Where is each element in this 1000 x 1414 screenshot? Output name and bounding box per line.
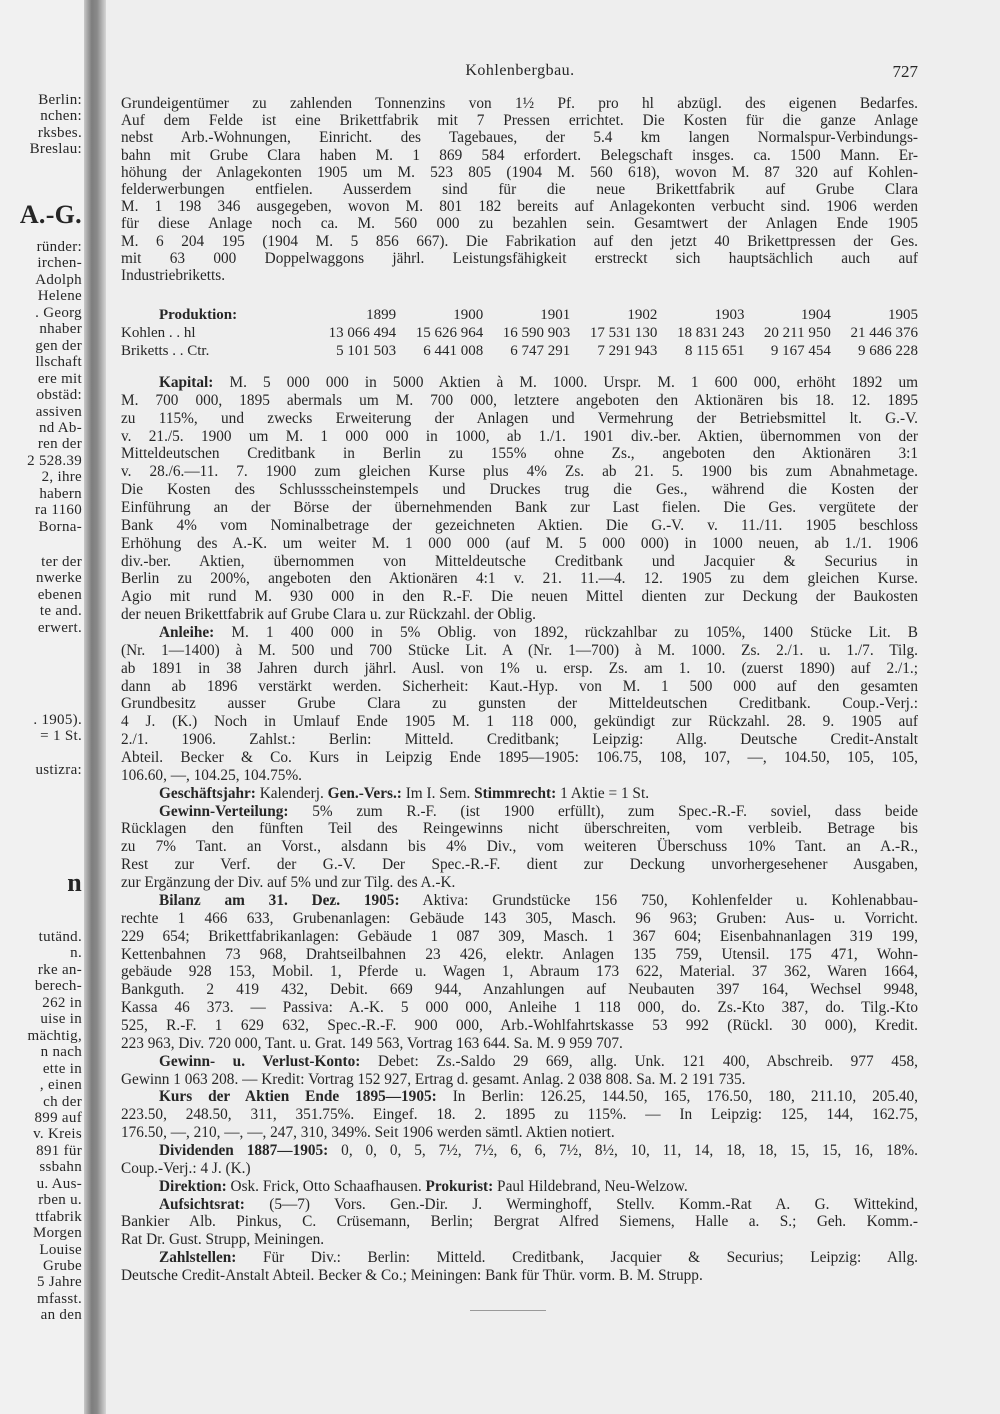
line-text: 229 654; Brikettfabrikanlagen: Gebäude 1 087 309, Masch. 1 367 604; Eisenbahnanlagen 319 199,: [121, 927, 918, 945]
section-zahlstellen: [121, 1249, 918, 1285]
text-line: [121, 678, 918, 696]
fragment-line: nhaber: [39, 321, 82, 338]
section-aufsichtsrat: [121, 1196, 918, 1250]
text-line: Grundeigentümer zu zahlenden Tonnenzins von 1½ Pf. pro hl abzügl. des eigenen Bedarfes.: [121, 95, 918, 112]
fragment-line: Berlin:: [38, 92, 82, 108]
section-label: Bilanz am 31. Dez. 1905:: [159, 891, 400, 909]
fragment-line: ssbahn: [39, 1159, 82, 1176]
fragment-line: nd Ab-: [38, 419, 82, 436]
text-line: [121, 1178, 918, 1196]
text-line: [121, 963, 918, 981]
text-line: [121, 570, 918, 588]
section-label: Geschäftsjahr:: [159, 784, 256, 802]
cell: 15 626 964: [415, 325, 484, 341]
text-line: mit 63 000 Doppelwaggons jährl. Leistungsfähigkeit erstreckt sich hauptsächlich auch auf: [121, 249, 918, 267]
fragment-line: ere mit: [37, 370, 82, 387]
text-line: [121, 874, 918, 892]
text-line: felderwerbungen entfielen. Ausserdem sind für die neue Brikettfabrik auf Grube Clara: [121, 180, 918, 198]
book-gutter: [84, 0, 106, 1414]
line-text: Für Div.: Berlin: Mitteld. Creditbank, Jacquier & Securius; Leipzig: Allg.: [262, 1249, 918, 1267]
fragment-line: Helene: [37, 288, 82, 305]
fragment-line: . Georg: [35, 304, 82, 321]
fragment-line: 2, ihre: [41, 469, 82, 486]
fragment-line: v. Kreis: [33, 1126, 82, 1143]
line-text: Bankier Alb. Pinkus, C. Crüsemann, Berlin; Bergrat Alfred Siemens, Halle a. S.; Geh. Komm.-: [121, 1213, 918, 1231]
line-text: 223 963, Div. 720 000, Tant. u. Grat. 149 563, Vortrag 163 644. Sa. M. 9 959 707.: [121, 1034, 623, 1052]
line-text: Coup.-Verj.: 4 J. (K.): [121, 1159, 251, 1177]
year-header: 1905: [888, 307, 918, 323]
text-line: [121, 481, 918, 499]
text-line: [121, 445, 918, 463]
text-line: Industriebriketts.: [121, 266, 226, 284]
year-header: 1900: [453, 307, 484, 323]
fragment-line: tutänd.: [38, 929, 82, 945]
line-text: 0, 0, 0, 5, 7½, 7½, 6, 6, 7½, 8½, 10, 11, 14, 18, 18, 15, 15, 16, 18%.: [341, 1141, 919, 1159]
text-line: [121, 1124, 918, 1142]
section-label: Gewinn- u. Verlust-Konto:: [159, 1052, 361, 1070]
line-text: Bank 4% vom Nominalbetrage der gezeichneten Aktien. Die G.-V. v. 11./11. 1905 beschloss: [121, 516, 918, 534]
production-label: Produktion:: [159, 307, 238, 323]
line-text: Die Kosten des Schlussscheinstempels und Druckes trug die Ges., während die Kosten der: [121, 481, 918, 499]
line-text: Rücklagen den fünften Teil des Reingewinns nicht überschreiten, vom verbleib. Betrage bis: [121, 820, 918, 838]
fragment-line: an den: [40, 1307, 82, 1324]
fragment-line: 5 Jahre: [37, 1274, 82, 1291]
line-text: Debet: Zs.-Saldo 29 669, allg. Unk. 121 400, Abschreib. 977 458,: [377, 1052, 918, 1070]
line-text: zu 115%, und zwecks Erweiterung der Anlagen und Vermehrung der Betriebsmittel lt. G.-V.: [121, 409, 918, 427]
section-direktion: [121, 1178, 918, 1196]
line-text: 5% zum R.-F. (ist 1900 erfüllt), zum Spec.-R.-F. soviel, dass beide: [312, 802, 919, 820]
production-table: [121, 306, 918, 360]
text-line: Auf dem Felde ist eine Brikettfabrik mit 7 Pressen errichtet. Die Kosten für die ganze Anlage: [121, 112, 918, 130]
fragment-line: ch der: [43, 1093, 82, 1110]
text-line: bahn mit Grube Clara haben M. 1 869 584 erfordert. Belegschaft insges. ca. 1500 Mann. Er-: [121, 146, 918, 164]
text-line: [121, 499, 918, 517]
text-line: [121, 785, 918, 803]
text-line: [121, 1088, 918, 1106]
inline-label: Prokurist:: [425, 1177, 494, 1195]
cell: 6 441 008: [423, 343, 484, 359]
year-header: 1903: [714, 307, 745, 323]
fragment-line: te and.: [39, 603, 82, 620]
cell: 7 291 943: [597, 343, 658, 359]
text-line: [121, 892, 918, 910]
section-label: Kurs der Aktien Ende 1895—1905:: [159, 1088, 437, 1106]
fragment-line: uise in: [40, 1011, 82, 1028]
line-text: 106.60, —, 104.25, 104.75%.: [121, 766, 303, 784]
line-text: Aktiva: Grundstücke 156 750, Kohlenfelder u. Kohlenabbau-: [422, 891, 918, 909]
fragment-line: = 1 St.: [40, 728, 82, 745]
text-line: [121, 535, 918, 553]
text-line: [121, 1249, 918, 1267]
text-line: [121, 856, 918, 874]
text-line: [121, 588, 918, 606]
fragment-line: irchen-: [37, 255, 82, 272]
text-line: [121, 749, 918, 767]
line-text: ab 1891 in 38 Jahren durch jährl. Ausl. von 1% u. ersp. Zs. am 1. 10. (zuerst 1890) auf 2./1.;: [121, 659, 918, 677]
fragment-line: nchen:: [40, 108, 82, 125]
fragment-line: u. Aus-: [36, 1175, 82, 1192]
cell: 9 167 454: [770, 343, 831, 359]
text-line: [121, 463, 918, 481]
text-line: [121, 606, 918, 624]
line-text: Kettenbahnen 73 968, Drahtseilbahnen 23 426, elektr. Anlagen 135 759, Utensil. 175 471, Wohn-: [121, 945, 918, 963]
text-line: [121, 1231, 918, 1249]
line-text: 223.50, 248.50, 311, 351.75%. Eingef. 18. 2. 1895 zu 115%. — In Leipzig: 125, 144, 162.75,: [121, 1106, 918, 1124]
line-text: zur Ergänzung der Div. auf 5% und zur Tilg. des A.-K.: [121, 874, 456, 892]
fragment-line: A.-G.: [19, 200, 82, 229]
inline-text: Osk. Frick, Otto Schaafhausen.: [230, 1177, 426, 1195]
section-label: Zahlstellen:: [159, 1249, 237, 1267]
text-line: M. 6 204 195 (1904 M. 5 856 667). Die Fabrikation auf den jetzt 40 Brikettpressen der Ges.: [121, 232, 918, 250]
fragment-line: rben u.: [38, 1192, 82, 1209]
text-line: [121, 660, 918, 678]
fragment-line: n nach: [40, 1044, 82, 1061]
text-line: [121, 981, 918, 999]
text-line: [121, 910, 918, 928]
text-line: [121, 713, 918, 731]
text-line: [121, 838, 918, 856]
text-line: [121, 517, 918, 535]
line-text: dann ab 1896 verstärkt werden. Sicherheit: Kaut.-Hyp. von M. 1 500 000 auf den gesamten: [121, 677, 918, 695]
fragment-line: berech-: [34, 978, 82, 995]
text-line: [121, 1017, 918, 1035]
line-text: Erhöhung des A.-K. um weiter M. 1 000 000 (auf M. 5 000 000) in 1000 neuen, ab 1./1. 1906: [121, 534, 918, 552]
text-line: [121, 624, 918, 642]
text-line: [121, 1035, 918, 1053]
text-line: höhung der Anlagekonten 1905 um M. 523 805 (1904 M. 560 618), wovon M. 87 320 auf Kohlen-: [121, 163, 918, 181]
fragment-line: ustizra:: [35, 762, 82, 778]
section-anleihe: [121, 624, 918, 785]
text-line: [121, 1213, 918, 1231]
fragment-line: rksbes.: [37, 124, 82, 141]
cell: 21 446 376: [850, 325, 918, 341]
fragment-line: ttfabrik: [35, 1208, 82, 1225]
production-header-row: [121, 306, 918, 324]
text-line: [121, 946, 918, 964]
line-text: (Nr. 1—1400) à M. 500 und 700 Stücke Lit. A (Nr. 1—700) à M. 1000. Zs. 2./1. u. 1./7. Tilg.: [121, 641, 918, 659]
production-row-kohlen: [121, 324, 918, 342]
line-text: v. 21./5. 1900 um M. 1 000 000 in 1000, ab 1./1. 1901 div.-ber. Aktien, übernommen von der: [121, 427, 918, 445]
year-header: 1901: [540, 307, 571, 323]
inline-text: Kalenderj.: [259, 784, 328, 802]
end-rule: [470, 1310, 546, 1311]
line-text: Abteil. Becker & Co. Kurs in Leipzig Ende 1895—1905: 106.75, 108, 107, —, 104.50, 105, 105,: [121, 749, 918, 767]
fragment-line: rke an-: [37, 961, 82, 978]
text-line: [121, 803, 918, 821]
fragment-line: obstäd:: [36, 387, 82, 404]
section-label: Direktion:: [159, 1177, 227, 1195]
text-line: [121, 392, 918, 410]
line-text: zu 7% Tant. an Vorst., alsdann bis 4% Div., vom weiteren Überschuss 10% Tant. an A.-R.,: [121, 838, 918, 856]
fragment-line: habern: [39, 485, 82, 502]
text-line: [121, 553, 918, 571]
text-line: [121, 999, 918, 1017]
page-number: 727: [892, 62, 918, 81]
fragment-line: n: [67, 868, 82, 897]
line-text: der neuen Brikettfabrik auf Grube Clara u. zur Rückzahl. der Oblig.: [121, 606, 536, 624]
section-bilanz-am-31-dez-1905: [121, 892, 918, 1053]
fragment-line: Morgen: [32, 1225, 82, 1242]
line-text: Einführung an der Börse der übernehmenden Bank zur Last fielen. Die Ges. vergütete der: [121, 499, 918, 517]
cell: 17 531 130: [589, 325, 658, 341]
text-line: [121, 428, 918, 446]
text-line: [121, 695, 918, 713]
line-text: rechte 1 466 633, Grubenanlagen: Gebäude 143 305, Masch. 96 963; Gruben: Aus- u. Vorricht.: [121, 909, 918, 927]
section-geschäftsjahr: [121, 785, 918, 803]
line-text: Grundbesitz ausser Grube Clara zu gunsten der Mitteldeutschen Creditbank. Coup.-Verj.:: [121, 695, 918, 713]
fragment-line: ette in: [42, 1060, 82, 1077]
section-label: Gewinn-Verteilung:: [159, 802, 289, 820]
line-text: v. 28./6.—11. 7. 1900 zum gleichen Kurse plus 4% Zs. ab 21. 5. 1900 bis zum Abnahmetage.: [121, 463, 918, 481]
line-text: 4 J. (K.) Noch in Umlauf Ende 1905 M. 1 118 000, gekündigt zur Rückzahl. 28. 9. 1905 auf: [121, 713, 918, 731]
cell: 20 211 950: [763, 325, 831, 341]
fragment-line: mächtig,: [27, 1027, 82, 1044]
line-text: Rest zur Verf. der G.-V. Der Spec.-R.-F. dient zur Deckung unvorhergesehener Ausgaben,: [121, 856, 918, 874]
fragment-line: erwert.: [37, 619, 82, 636]
text-line: [121, 1142, 918, 1160]
text-line: [121, 1071, 918, 1089]
text-line: [121, 1053, 918, 1071]
line-text: Bankguth. 2 419 432, Debit. 669 944, Anzahlungen auf Neubauten 397 164, Wechsel 9948,: [121, 981, 918, 999]
line-text: In Berlin: 126.25, 144.50, 165, 176.50, 180, 211.10, 205.40,: [452, 1088, 919, 1106]
line-text: M. 1 400 000 in 5% Oblig. von 1892, rückzahlbar zu 105%, 1400 Stücke Lit. B: [231, 624, 918, 642]
year-header: 1899: [366, 307, 397, 323]
line-text: Rat Dr. Gust. Strupp, Meiningen.: [121, 1231, 325, 1249]
cell: 18 831 243: [676, 325, 745, 341]
cell: 9 686 228: [858, 343, 918, 359]
text-line: M. 1 198 346 ausgegeben, wovon M. 801 182 bereits auf Anlagekonten verbucht sind. 1906 werden: [121, 198, 918, 216]
fragment-line: , einen: [39, 1077, 82, 1094]
line-text: 176.50, —, 210, —, —, 247, 310, 349%. Seit 1906 werden sämtl. Aktien notiert.: [121, 1124, 615, 1142]
inline-label: Stimmrecht:: [474, 784, 557, 802]
text-line: [121, 1196, 918, 1214]
fragment-line: Louise: [39, 1241, 82, 1258]
line-text: M. 5 000 000 in 5000 Aktien à M. 1000. Urspr. M. 1 600 000, erhöht 1892 um: [229, 374, 918, 391]
text-line: nebst Arb.-Wohnungen, Einricht. des Tagebaues, der 5.4 km langen Normalspur-Verbindungs-: [121, 129, 918, 147]
line-text: Mitteldeutschen Creditbank in Berlin zu 155% ohne Zs., angeboten den Aktionären 3:1: [121, 445, 918, 463]
fragment-line: 891 für: [36, 1142, 82, 1159]
intro-paragraph: [121, 95, 918, 284]
row-label: Kohlen . . hl: [121, 325, 196, 341]
text-line: [121, 1106, 918, 1124]
line-text: Agio mit rund M. 930 000 in den R.-F. Die neuen Mittel dienten zur Deckung der Baukosten: [121, 588, 918, 606]
sections: [121, 374, 918, 1285]
section-label: Anleihe:: [159, 624, 215, 642]
cell: 5 101 503: [336, 343, 397, 359]
fragment-line: Grube: [43, 1258, 82, 1274]
text-line: [121, 731, 918, 749]
inline-label: Gen.-Vers.:: [327, 784, 402, 802]
fragment-line: mfasst.: [36, 1290, 82, 1307]
section-label: Aufsichtsrat:: [159, 1195, 245, 1213]
text-line: [121, 928, 918, 946]
running-header: Kohlenbergbau.: [465, 62, 575, 79]
fragment-line: gen der: [35, 337, 82, 354]
line-text: M. 700 000, 1895 abermals um M. 700 000, letztere angeboten den Aktionären bis 18. 12. 1895: [121, 391, 918, 409]
fragment-line: ren der: [37, 436, 82, 453]
text-line: [121, 1160, 918, 1178]
fragment-line: Adolph: [35, 271, 82, 288]
text-line: [121, 820, 918, 838]
fragment-line: n.: [70, 945, 82, 962]
section-dividenden-1887-1905: [121, 1142, 918, 1178]
section-label: Kapital:: [159, 374, 214, 391]
line-text: Berlin zu 200%, angeboten den Aktionären 4:1 v. 21. 11.—4. 12. 1905 zu dem gleichen Kurse.: [121, 570, 918, 588]
year-header: 1902: [627, 307, 658, 323]
line-text: (5—7) Vors. Gen.-Dir. J. Werminghoff, Stellv. Komm.-Rat A. G. Wittekind,: [269, 1195, 918, 1213]
text-line: [121, 642, 918, 660]
section-gewinn-verteilung: [121, 803, 918, 892]
text-line: für diese Anlage noch ca. M. 560 000 zu bezahlen sein. Gesamtwert der Anlagen Ende 1905: [121, 215, 918, 233]
line-text: Gewinn 1 063 208. — Kredit: Vortrag 152 927, Ertrag d. gesamt. Anlag. 2 038 808. Sa. M. 2 191 735.: [121, 1070, 746, 1088]
line-text: Deutsche Credit-Anstalt Abteil. Becker & Co.; Meiningen: Bank für Thür. vorm. B. M. Strupp.: [121, 1266, 703, 1284]
fragment-line: . 1905).: [33, 712, 82, 728]
fragment-line: llschaft: [35, 354, 82, 371]
section-kapital: [121, 374, 918, 624]
fragment-line: ebenen: [37, 586, 82, 603]
fragment-line: Borna-: [38, 518, 82, 535]
inline-text: 1 Aktie = 1 St.: [556, 784, 650, 802]
production-row-briketts: [121, 342, 918, 360]
section-kurs-der-aktien-ende-1895-1905: [121, 1088, 918, 1142]
fragment-line: 2 528.39: [27, 452, 82, 469]
cell: 16 590 903: [502, 325, 571, 341]
line-text: Kassa 46 373. — Passiva: A.-K. 5 000 000, Anleihe 1 118 000, do. Zs.-Kto 387, do. Tilg.-Kto: [121, 999, 918, 1017]
year-header: 1904: [800, 307, 831, 323]
text-line: [121, 410, 918, 428]
line-text: div.-ber. Aktien, übernommen von Mitteldeutsche Creditbank und Jacquier & Securius in: [121, 552, 918, 570]
section-label: Dividenden 1887—1905:: [159, 1141, 329, 1159]
cell: 8 115 651: [685, 343, 745, 359]
fragment-line: 899 auf: [34, 1109, 82, 1126]
line-text: 2./1. 1906. Zahlst.: Berlin: Mitteld. Creditbank; Leipzig: Allg. Deutsche Credit-Anstalt: [121, 731, 918, 749]
cell: 6 747 291: [510, 343, 571, 359]
fragment-line: assiven: [35, 403, 82, 420]
row-label: Briketts . . Ctr.: [121, 343, 210, 359]
text-line: [121, 1267, 918, 1285]
fragment-line: nwerke: [36, 570, 82, 587]
text-line: [121, 374, 918, 392]
inline-text: Paul Hildebrand, Neu-Welzow.: [493, 1177, 688, 1195]
line-text: 525, R.-F. 1 629 632, Spec.-R.-F. 900 000, Arb.-Wohlfahrtskasse 53 992 (Rückl. 30 000), Kredit.: [121, 1016, 918, 1034]
fragment-line: ründer:: [36, 239, 82, 255]
fragment-line: ra 1160: [35, 502, 82, 519]
fragment-line: 262 in: [42, 994, 82, 1011]
cell: 13 066 494: [328, 325, 397, 341]
fragment-line: Breslau:: [29, 141, 82, 158]
section-gewinn-u-verlust-konto: [121, 1053, 918, 1089]
line-text: gebäude 928 153, Mobil. 1, Pferde u. Wagen 1, Abraum 173 622, Material. 37 362, Waren 1664,: [121, 963, 918, 981]
text-line: [121, 767, 918, 785]
fragment-line: ter der: [41, 554, 82, 570]
inline-text: Im I. Sem.: [401, 784, 475, 802]
